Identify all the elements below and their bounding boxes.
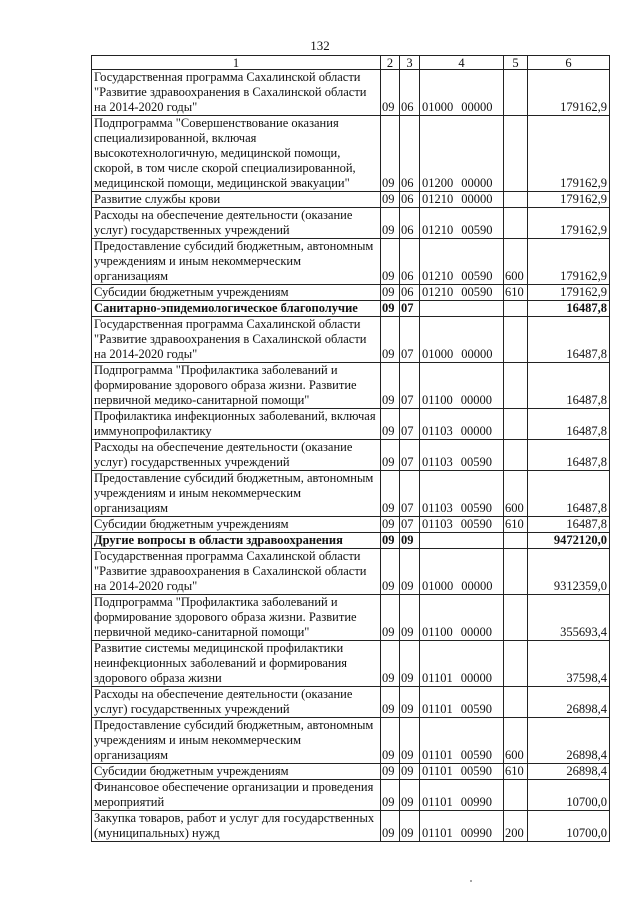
row-amount: 179162,9	[528, 208, 610, 239]
target-code-program: 01000	[422, 579, 454, 593]
row-name: Субсидии бюджетным учреждениям	[92, 764, 381, 780]
row-subsection-code: 09	[400, 533, 420, 549]
row-expense-type	[504, 208, 528, 239]
table-row	[92, 595, 610, 641]
row-name: Государственная программа Сахалинской области "Развитие здравоохранения в Сахалинской области на 2014-2020 годы"	[92, 70, 381, 116]
row-amount: 9312359,0	[528, 549, 610, 595]
row-target-code	[420, 285, 504, 301]
row-target-code	[420, 517, 504, 533]
target-code-direction: 00590	[460, 517, 493, 531]
row-target-code	[420, 70, 504, 116]
row-name: Развитие системы медицинской профилактики неинфекционных заболеваний и формирования здорового образа жизни	[92, 641, 381, 687]
row-expense-type	[504, 301, 528, 317]
target-code-direction: 00590	[460, 501, 493, 515]
row-name: Подпрограмма "Совершенствование оказания специализированной, включая высокотехнологичную, медицинской помощи, скорой, в том числе скорой специализированной, медицинской помощи, медицинской эвакуации"	[92, 116, 381, 192]
table-row	[92, 471, 610, 517]
target-code-program: 01210	[422, 269, 454, 283]
row-expense-type	[504, 317, 528, 363]
row-name: Государственная программа Сахалинской области "Развитие здравоохранения в Сахалинской области на 2014-2020 годы"	[92, 549, 381, 595]
row-target-code	[420, 549, 504, 595]
target-code-direction: 00000	[461, 347, 493, 361]
row-name: Финансовое обеспечение организации и проведения мероприятий	[92, 780, 381, 811]
target-code-direction: 00000	[460, 393, 493, 407]
row-target-code	[420, 595, 504, 641]
row-amount: 179162,9	[528, 285, 610, 301]
row-section-code: 09	[381, 687, 400, 718]
row-amount: 179162,9	[528, 116, 610, 192]
target-code-direction: 00000	[461, 192, 493, 206]
row-subsection-code: 09	[400, 641, 420, 687]
row-subsection-code: 09	[400, 764, 420, 780]
row-expense-type	[504, 409, 528, 440]
row-subsection-code: 06	[400, 285, 420, 301]
row-expense-type: 200	[504, 811, 528, 842]
target-code-program: 01101	[422, 826, 453, 840]
row-subsection-code: 09	[400, 549, 420, 595]
row-expense-type	[504, 533, 528, 549]
page-number: 132	[310, 38, 330, 53]
row-name: Предоставление субсидий бюджетным, автономным учреждениям и иным некоммерческим организациям	[92, 718, 381, 764]
header-col-3: 3	[400, 56, 420, 70]
row-target-code	[420, 192, 504, 208]
row-expense-type: 600	[504, 471, 528, 517]
table-row	[92, 116, 610, 192]
target-code-program: 01101	[422, 671, 453, 685]
target-code-program: 01103	[422, 455, 453, 469]
table-row	[92, 517, 610, 533]
row-section-code: 09	[381, 208, 400, 239]
row-section-code: 09	[381, 317, 400, 363]
row-subsection-code: 07	[400, 517, 420, 533]
row-section-code: 09	[381, 780, 400, 811]
target-code-program: 01101	[422, 748, 453, 762]
row-subsection-code: 07	[400, 409, 420, 440]
target-code-program: 01103	[422, 517, 453, 531]
table-row	[92, 192, 610, 208]
row-expense-type	[504, 549, 528, 595]
row-amount: 355693,4	[528, 595, 610, 641]
target-code-program: 01100	[422, 393, 453, 407]
row-subsection-code: 09	[400, 687, 420, 718]
target-code-program: 01101	[422, 795, 453, 809]
table-row	[92, 301, 610, 317]
target-code-direction: 00590	[460, 702, 493, 716]
target-code-program: 01000	[422, 347, 454, 361]
row-subsection-code: 09	[400, 780, 420, 811]
row-amount: 16487,8	[528, 301, 610, 317]
row-target-code	[420, 533, 504, 549]
target-code-direction: 00590	[461, 223, 493, 237]
row-expense-type: 600	[504, 718, 528, 764]
row-target-code	[420, 409, 504, 440]
row-expense-type: 610	[504, 764, 528, 780]
target-code-program: 01103	[422, 501, 453, 515]
row-target-code	[420, 208, 504, 239]
row-name: Профилактика инфекционных заболеваний, включая иммунопрофилактику	[92, 409, 381, 440]
row-expense-type	[504, 780, 528, 811]
row-section-code: 09	[381, 641, 400, 687]
target-code-program: 01101	[422, 702, 453, 716]
row-expense-type	[504, 641, 528, 687]
row-section-code: 09	[381, 409, 400, 440]
target-code-program: 01101	[422, 764, 453, 778]
row-amount: 9472120,0	[528, 533, 610, 549]
row-amount: 26898,4	[528, 687, 610, 718]
row-target-code	[420, 239, 504, 285]
row-section-code: 09	[381, 192, 400, 208]
table-row	[92, 208, 610, 239]
row-name: Предоставление субсидий бюджетным, автономным учреждениям и иным некоммерческим организациям	[92, 471, 381, 517]
row-amount: 16487,8	[528, 363, 610, 409]
row-amount: 179162,9	[528, 239, 610, 285]
row-section-code: 09	[381, 285, 400, 301]
row-name: Другие вопросы в области здравоохранения	[92, 533, 381, 549]
row-expense-type: 610	[504, 517, 528, 533]
target-code-program: 01103	[422, 424, 453, 438]
row-target-code	[420, 363, 504, 409]
row-subsection-code: 09	[400, 718, 420, 764]
row-amount: 179162,9	[528, 192, 610, 208]
table-row	[92, 533, 610, 549]
target-code-direction: 00990	[460, 826, 493, 840]
row-name: Санитарно-эпидемиологическое благополучие	[92, 301, 381, 317]
target-code-direction: 00590	[460, 455, 493, 469]
table-row	[92, 440, 610, 471]
row-expense-type	[504, 595, 528, 641]
row-subsection-code: 06	[400, 70, 420, 116]
row-section-code: 09	[381, 533, 400, 549]
row-amount: 16487,8	[528, 409, 610, 440]
row-section-code: 09	[381, 517, 400, 533]
target-code-direction: 00590	[460, 748, 493, 762]
target-code-program: 01210	[422, 285, 454, 299]
row-subsection-code: 07	[400, 363, 420, 409]
target-code-program: 01000	[422, 100, 454, 114]
table-row	[92, 363, 610, 409]
table-row	[92, 641, 610, 687]
target-code-program: 01210	[422, 192, 454, 206]
row-target-code	[420, 641, 504, 687]
row-name: Государственная программа Сахалинской области "Развитие здравоохранения в Сахалинской области на 2014-2020 годы"	[92, 317, 381, 363]
table-row	[92, 70, 610, 116]
row-section-code: 09	[381, 764, 400, 780]
table-body	[92, 70, 610, 842]
table-row	[92, 317, 610, 363]
table-row	[92, 285, 610, 301]
row-amount: 16487,8	[528, 471, 610, 517]
target-code-direction: 00000	[460, 424, 493, 438]
row-amount: 37598,4	[528, 641, 610, 687]
row-amount: 26898,4	[528, 764, 610, 780]
budget-table	[91, 55, 610, 842]
row-target-code	[420, 780, 504, 811]
header-col-2: 2	[381, 56, 400, 70]
row-section-code: 09	[381, 718, 400, 764]
row-target-code	[420, 301, 504, 317]
row-section-code: 09	[381, 363, 400, 409]
table-row	[92, 811, 610, 842]
row-subsection-code: 06	[400, 239, 420, 285]
row-section-code: 09	[381, 549, 400, 595]
row-target-code	[420, 764, 504, 780]
row-section-code: 09	[381, 595, 400, 641]
row-section-code: 09	[381, 116, 400, 192]
target-code-direction: 00000	[460, 671, 493, 685]
row-name: Субсидии бюджетным учреждениям	[92, 285, 381, 301]
row-subsection-code: 09	[400, 811, 420, 842]
row-expense-type: 600	[504, 239, 528, 285]
target-code-program: 01100	[422, 625, 453, 639]
row-name: Субсидии бюджетным учреждениям	[92, 517, 381, 533]
row-target-code	[420, 718, 504, 764]
target-code-direction: 00000	[461, 176, 493, 190]
row-name: Расходы на обеспечение деятельности (оказание услуг) государственных учреждений	[92, 687, 381, 718]
row-amount: 16487,8	[528, 317, 610, 363]
row-target-code	[420, 471, 504, 517]
row-target-code	[420, 317, 504, 363]
row-amount: 10700,0	[528, 780, 610, 811]
row-section-code: 09	[381, 70, 400, 116]
header-col-4: 4	[420, 56, 504, 70]
row-subsection-code: 07	[400, 301, 420, 317]
row-subsection-code: 06	[400, 116, 420, 192]
row-amount: 179162,9	[528, 70, 610, 116]
row-target-code	[420, 440, 504, 471]
target-code-direction: 00990	[460, 795, 493, 809]
row-name: Подпрограмма "Профилактика заболеваний и формирование здорового образа жизни. Развитие первичной медико-санитарной помощи"	[92, 595, 381, 641]
row-expense-type	[504, 440, 528, 471]
row-name: Развитие службы крови	[92, 192, 381, 208]
header-row	[92, 56, 610, 70]
row-expense-type	[504, 687, 528, 718]
row-section-code: 09	[381, 239, 400, 285]
row-expense-type	[504, 192, 528, 208]
row-name: Предоставление субсидий бюджетным, автономным учреждениям и иным некоммерческим организациям	[92, 239, 381, 285]
target-code-program: 01200	[422, 176, 454, 190]
target-code-direction: 00000	[460, 625, 493, 639]
row-expense-type	[504, 116, 528, 192]
row-name: Подпрограмма "Профилактика заболеваний и формирование здорового образа жизни. Развитие первичной медико-санитарной помощи"	[92, 363, 381, 409]
table-row	[92, 780, 610, 811]
target-code-direction: 00000	[461, 100, 493, 114]
header-col-5: 5	[504, 56, 528, 70]
table-row	[92, 549, 610, 595]
table-row	[92, 409, 610, 440]
header-col-1: 1	[92, 56, 381, 70]
target-code-direction: 00590	[460, 764, 493, 778]
row-target-code	[420, 687, 504, 718]
row-target-code	[420, 811, 504, 842]
row-expense-type	[504, 70, 528, 116]
row-subsection-code: 07	[400, 317, 420, 363]
target-code-direction: 00590	[461, 285, 493, 299]
target-code-program: 01210	[422, 223, 454, 237]
row-amount: 26898,4	[528, 718, 610, 764]
row-section-code: 09	[381, 811, 400, 842]
row-amount: 16487,8	[528, 517, 610, 533]
row-name: Закупка товаров, работ и услуг для государственных (муниципальных) нужд	[92, 811, 381, 842]
row-subsection-code: 06	[400, 208, 420, 239]
row-subsection-code: 06	[400, 192, 420, 208]
row-section-code: 09	[381, 471, 400, 517]
row-section-code: 09	[381, 440, 400, 471]
header-col-6: 6	[528, 56, 610, 70]
row-expense-type: 610	[504, 285, 528, 301]
row-name: Расходы на обеспечение деятельности (оказание услуг) государственных учреждений	[92, 440, 381, 471]
row-target-code	[420, 116, 504, 192]
table-row	[92, 718, 610, 764]
row-subsection-code: 07	[400, 440, 420, 471]
row-section-code: 09	[381, 301, 400, 317]
scan-speck	[470, 880, 472, 882]
row-amount: 10700,0	[528, 811, 610, 842]
row-amount: 16487,8	[528, 440, 610, 471]
table-row	[92, 687, 610, 718]
table-row	[92, 764, 610, 780]
target-code-direction: 00000	[461, 579, 493, 593]
row-subsection-code: 09	[400, 595, 420, 641]
table-row	[92, 239, 610, 285]
target-code-direction: 00590	[461, 269, 493, 283]
row-name: Расходы на обеспечение деятельности (оказание услуг) государственных учреждений	[92, 208, 381, 239]
row-subsection-code: 07	[400, 471, 420, 517]
row-expense-type	[504, 363, 528, 409]
